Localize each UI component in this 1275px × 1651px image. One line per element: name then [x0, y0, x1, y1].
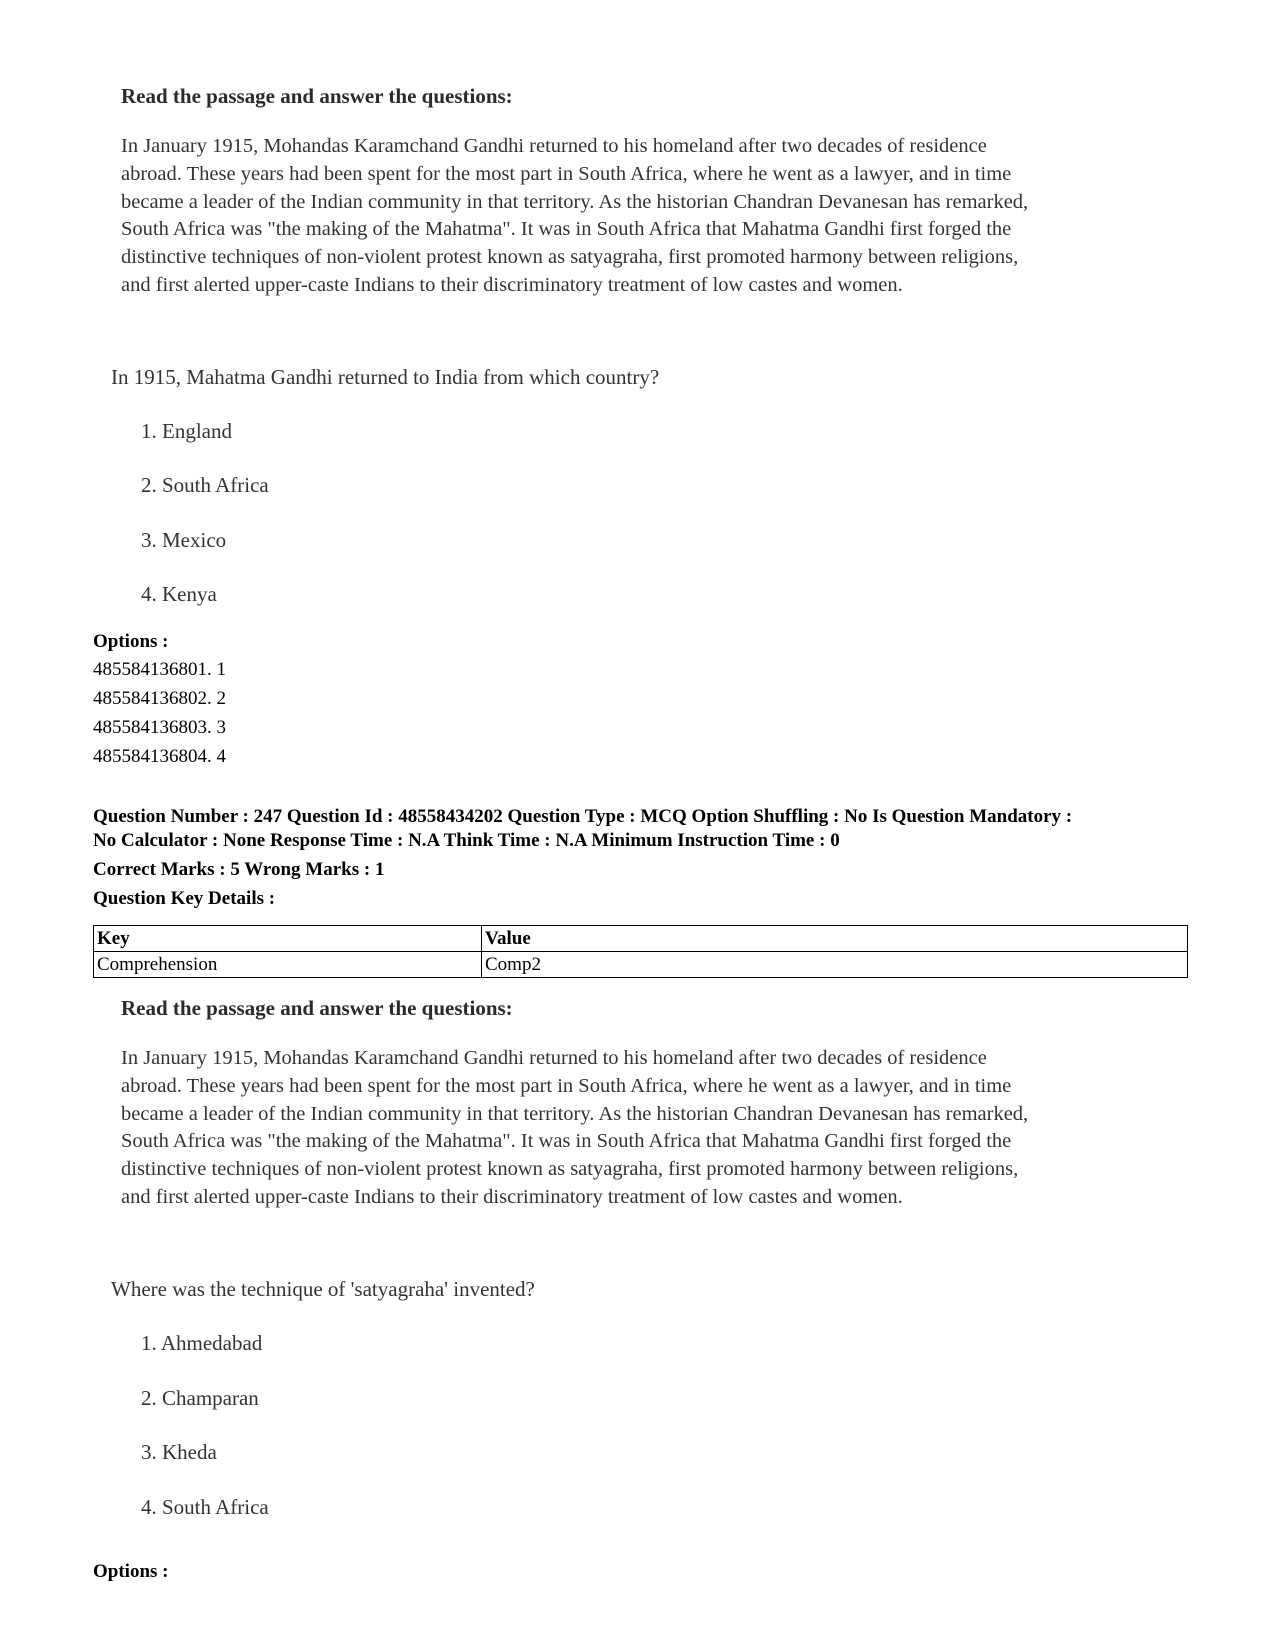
option-id-line: 485584136801. 1 — [93, 659, 226, 680]
passage-text — [121, 133, 1181, 300]
options-label: Options : — [93, 1561, 169, 1582]
marks-line: Correct Marks : 5 Wrong Marks : 1 — [93, 859, 385, 880]
answer-choice: 2. South Africa — [141, 473, 269, 497]
question-key-table — [93, 925, 1188, 978]
table-cell-value: Comp2 — [482, 952, 1188, 978]
passage-line: abroad. These years had been spent for the most part in South Africa, where he went as a lawyer, and in time — [121, 1074, 1012, 1097]
key-details-label: Question Key Details : — [93, 888, 276, 909]
option-id-line: 485584136803. 3 — [93, 717, 226, 738]
table-header-key: Key — [94, 926, 482, 952]
answer-choice: 3. Kheda — [141, 1440, 217, 1464]
question-text: In 1915, Mahatma Gandhi returned to India from which country? — [111, 365, 660, 389]
table-header-value: Value — [482, 926, 1188, 952]
answer-choice: 2. Champaran — [141, 1386, 259, 1410]
passage-line: South Africa was "the making of the Mahatma". It was in South Africa that Mahatma Gandhi first forged the — [121, 218, 1012, 241]
question-text: Where was the technique of 'satyagraha' invented? — [111, 1277, 535, 1301]
passage-heading: Read the passage and answer the questions: — [121, 84, 513, 108]
passage-line: South Africa was "the making of the Mahatma". It was in South Africa that Mahatma Gandhi first forged the — [121, 1130, 1012, 1153]
passage-line: abroad. These years had been spent for the most part in South Africa, where he went as a lawyer, and in time — [121, 162, 1012, 185]
passage-line: distinctive techniques of non-violent protest known as satyagraha, first promoted harmony between religions, — [121, 246, 1019, 269]
answer-choice: 4. South Africa — [141, 1495, 269, 1519]
answer-choice: 3. Mexico — [141, 528, 227, 552]
options-label: Options : — [93, 631, 169, 652]
passage-text — [121, 1045, 1181, 1212]
answer-choice: 4. Kenya — [141, 582, 217, 606]
table-header-row — [94, 926, 1188, 952]
passage-line: In January 1915, Mohandas Karamchand Gandhi returned to his homeland after two decades of residence — [121, 135, 987, 157]
passage-line: distinctive techniques of non-violent protest known as satyagraha, first promoted harmony between religions, — [121, 1158, 1019, 1181]
passage-heading: Read the passage and answer the questions: — [121, 996, 513, 1020]
option-id-line: 485584136804. 4 — [93, 746, 226, 767]
passage-line: In January 1915, Mohandas Karamchand Gandhi returned to his homeland after two decades of residence — [121, 1047, 987, 1069]
passage-line: became a leader of the Indian community in that territory. As the historian Chandran Devanesan has remarked, — [121, 190, 1029, 213]
passage-line: and first alerted upper-caste Indians to their discriminatory treatment of low castes and women. — [121, 1185, 903, 1208]
passage-line: and first alerted upper-caste Indians to their discriminatory treatment of low castes and women. — [121, 273, 903, 296]
answer-choice: 1. Ahmedabad — [141, 1331, 263, 1355]
table-row — [94, 952, 1188, 978]
option-id-line: 485584136802. 2 — [93, 688, 226, 709]
question-meta-line: Question Number : 247 Question Id : 48558434202 Question Type : MCQ Option Shuffling : No Is Question Mandatory : — [93, 806, 1073, 827]
passage-line: became a leader of the Indian community in that territory. As the historian Chandran Devanesan has remarked, — [121, 1102, 1029, 1125]
answer-choice: 1. England — [141, 419, 232, 443]
table-cell-key: Comprehension — [94, 952, 482, 978]
question-meta-line: No Calculator : None Response Time : N.A Think Time : N.A Minimum Instruction Time : 0 — [93, 830, 840, 851]
